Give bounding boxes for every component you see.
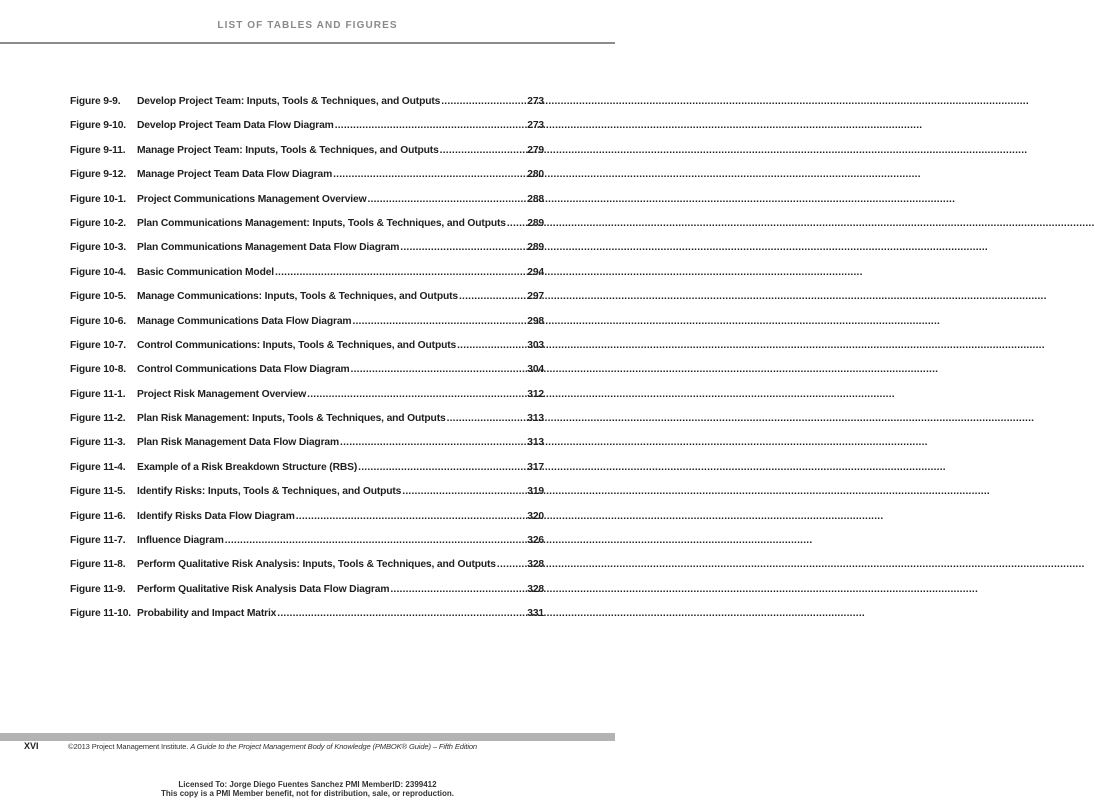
toc-entry: [70, 267, 544, 291]
page-reference: 294: [527, 266, 544, 278]
figure-number: Figure 11-5.: [70, 486, 126, 498]
dot-leader: [507, 218, 526, 229]
dot-leader: [333, 169, 526, 180]
page-reference: 326: [527, 535, 544, 547]
dot-leader: [400, 242, 526, 253]
figure-number: Figure 10-5.: [70, 291, 126, 303]
dot-leader: [457, 340, 526, 351]
figure-number: Figure 11-10.: [70, 608, 132, 620]
toc-entry: [70, 437, 544, 461]
toc-entry: [70, 218, 544, 242]
toc-entry: [70, 316, 544, 340]
dot-leader: [402, 486, 526, 497]
page-reference: 313: [527, 437, 544, 449]
toc-entry: [70, 364, 544, 388]
toc-entry: [70, 462, 544, 486]
page-reference: 288: [527, 193, 544, 205]
figure-title: Influence Diagram: [137, 535, 224, 547]
toc-entry: [70, 559, 544, 583]
book-title: A Guide to the Project Management Body of Knowledge (PMBOK® Guide) – Fifth Edition: [190, 742, 477, 751]
figure-title: Manage Project Team Data Flow Diagram: [137, 169, 333, 181]
page-reference: 273: [527, 96, 544, 107]
page-reference: 331: [527, 608, 544, 620]
dot-leader: [441, 96, 526, 107]
figure-title: Plan Risk Management: Inputs, Tools & Techniques, and Outputs: [137, 413, 446, 425]
copyright-prefix: ©2013 Project Management Institute.: [68, 742, 191, 751]
page-reference: 280: [527, 169, 544, 181]
figure-number: Figure 10-8.: [70, 364, 126, 376]
figure-title: Plan Risk Management Data Flow Diagram: [137, 437, 340, 449]
page-reference: 289: [527, 242, 544, 254]
figure-number: Figure 9-9.: [70, 96, 121, 107]
license-line-2: This copy is a PMI Member benefit, not for distribution, sale, or reproduction.: [161, 789, 454, 798]
figure-number: Figure 9-11.: [70, 144, 126, 156]
figure-number: Figure 10-7.: [70, 339, 126, 351]
toc-entry: [70, 145, 544, 169]
page-header: [0, 0, 615, 44]
figure-title: Manage Communications: Inputs, Tools & Techniques, and Outputs: [137, 291, 458, 303]
toc-entry: [70, 96, 544, 120]
dot-leader: [447, 413, 527, 424]
toc-entry: [70, 291, 544, 315]
page-reference: 289: [527, 217, 544, 229]
dot-leader: [459, 291, 526, 302]
dot-leader: [225, 535, 527, 546]
figure-title: Control Communications: Inputs, Tools & Techniques, and Outputs: [137, 339, 457, 351]
toc-entry: [70, 340, 544, 364]
page-reference: 297: [527, 291, 544, 303]
figure-number: Figure 10-4.: [70, 266, 126, 278]
page-reference: 273: [527, 120, 544, 132]
figure-number: Figure 10-1.: [70, 193, 126, 205]
dot-leader: [351, 364, 527, 375]
figure-number: Figure 11-1.: [70, 388, 126, 400]
license-line-1: Licensed To: Jorge Diego Fuentes Sanchez PMI MemberID: 2399412: [178, 780, 437, 789]
copyright-line: [68, 742, 477, 751]
figure-number: Figure 11-8.: [70, 559, 126, 571]
dot-leader: [352, 316, 526, 327]
footer-rule: [0, 733, 615, 741]
figure-title: Identify Risks: Inputs, Tools & Techniques, and Outputs: [137, 486, 402, 498]
dot-leader: [367, 194, 526, 205]
dot-leader: [497, 559, 526, 570]
dot-leader: [340, 437, 526, 448]
page-number: XVI: [24, 741, 39, 751]
running-head: LIST OF TABLES AND FIGURES: [217, 20, 398, 31]
figure-number: Figure 11-9.: [70, 583, 126, 595]
figure-number: Figure 10-6.: [70, 315, 126, 327]
page-reference: 319: [527, 486, 544, 498]
figure-title: Example of a Risk Breakdown Structure (RBS): [137, 461, 358, 473]
page-reference: 312: [527, 388, 544, 400]
page-reference: 328: [527, 583, 544, 595]
page-reference: 320: [527, 510, 544, 522]
figure-title: Project Communications Management Overview: [137, 193, 367, 205]
toc-entry: [70, 120, 544, 144]
figure-title: Plan Communications Management Data Flow Diagram: [137, 242, 400, 254]
figure-title: Perform Qualitative Risk Analysis: Inputs, Tools & Techniques, and Outputs: [137, 559, 496, 571]
figure-title: Perform Qualitative Risk Analysis Data Flow Diagram: [137, 583, 390, 595]
toc-entry: [70, 511, 544, 535]
figure-number: Figure 11-4.: [70, 461, 126, 473]
figure-number: Figure 10-2.: [70, 217, 126, 229]
toc-entry: [70, 486, 544, 510]
figure-title: Manage Project Team: Inputs, Tools & Techniques, and Outputs: [137, 144, 439, 156]
page-reference: 313: [527, 413, 544, 425]
figure-number: Figure 9-12.: [70, 169, 126, 181]
toc-entry: [70, 169, 544, 193]
figure-title: Develop Project Team Data Flow Diagram: [137, 120, 334, 132]
page-reference: 298: [527, 315, 544, 327]
figure-title: Develop Project Team: Inputs, Tools & Techniques, and Outputs: [137, 96, 441, 107]
toc-entry: [70, 242, 544, 266]
toc-entry: [70, 584, 544, 608]
toc-entry: [70, 535, 544, 559]
dot-leader: [390, 584, 526, 595]
figure-number: Figure 11-3.: [70, 437, 126, 449]
page-reference: 304: [527, 364, 544, 376]
dot-leader: [307, 389, 526, 400]
figure-number: Figure 11-2.: [70, 413, 126, 425]
figure-title: Basic Communication Model: [137, 266, 274, 278]
figure-number: Figure 10-3.: [70, 242, 126, 254]
figure-title: Project Risk Management Overview: [137, 388, 307, 400]
dot-leader: [440, 145, 527, 156]
figure-title: Plan Communications Management: Inputs, Tools & Techniques, and Outputs: [137, 217, 506, 229]
figure-number: Figure 9-10.: [70, 120, 126, 132]
toc-entry: [70, 608, 544, 632]
dot-leader: [275, 267, 526, 278]
license-notice: [0, 780, 615, 798]
dot-leader: [296, 511, 527, 522]
figure-number: Figure 11-7.: [70, 535, 126, 547]
figure-list: [70, 96, 544, 633]
dot-leader: [358, 462, 526, 473]
figure-number: Figure 11-6.: [70, 510, 126, 522]
toc-entry: [70, 389, 544, 413]
figure-title: Manage Communications Data Flow Diagram: [137, 315, 352, 327]
figure-title: Probability and Impact Matrix: [137, 608, 277, 620]
page-reference: 328: [527, 559, 544, 571]
figure-title: Control Communications Data Flow Diagram: [137, 364, 350, 376]
toc-entry: [70, 413, 544, 437]
page-reference: 317: [527, 461, 544, 473]
toc-entry: [70, 194, 544, 218]
page-reference: 279: [527, 144, 544, 156]
dot-leader: [277, 608, 526, 619]
page-reference: 303: [527, 339, 544, 351]
dot-leader: [335, 120, 527, 131]
figure-title: Identify Risks Data Flow Diagram: [137, 510, 295, 522]
